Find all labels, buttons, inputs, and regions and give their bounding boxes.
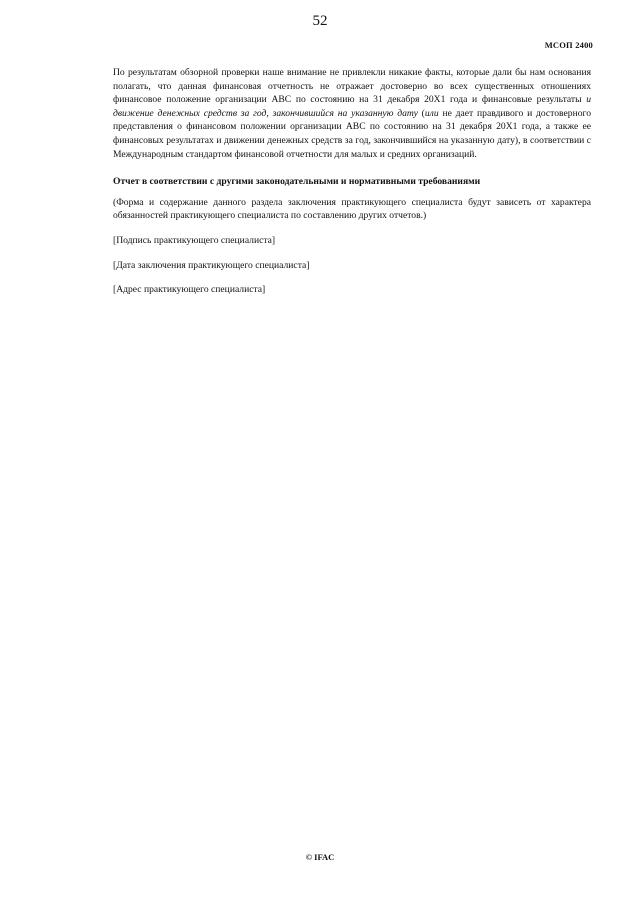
page-number: 52: [312, 13, 328, 29]
document-body: [113, 66, 591, 308]
conclusion-italic-1: и движение денежных средств за год, закончившийся на указанную дату: [113, 94, 591, 119]
conclusion-text-2: (: [417, 107, 425, 119]
conclusion-text-1: По результатам обзорной проверки наше внимание не привлекли никакие факты, которые дали бы нам основания полагать, что данная финансовая отчетность не отражает достоверно во всех существенных отношениях финансовое положение организации ABC по состоянию на 31 декабря 20X1 года и финансовые результаты: [113, 67, 591, 106]
standard-code: МСОП 2400: [544, 40, 593, 50]
section-note: (Форма и содержание данного раздела заключения практикующего специалиста будут зависеть от характера обязанностей практикующего специалиста по составлению других отчетов.): [113, 196, 591, 222]
conclusion-italic-2: или: [424, 107, 439, 119]
footer-copyright: © IFAC: [305, 852, 335, 862]
conclusion-paragraph: [113, 66, 591, 161]
section-heading: Отчет в соответствии с другими законодательными и нормативными требованиями: [113, 176, 481, 188]
address-placeholder: [Адрес практикующего специалиста]: [113, 284, 266, 296]
conclusion-text-3: не дает правдивого и достоверного представления о финансовом положении организации ABC по состоянию на 31 декабря 20X1 года, а также ее финансовых результатах и движении денежных средств за год, закончившийся на указанную дату), в соответствии с Международным стандартом финансовой отчетности для малых и средних организаций.: [113, 107, 591, 160]
date-placeholder: [Дата заключения практикующего специалиста]: [113, 259, 310, 271]
signature-placeholder: [Подпись практикующего специалиста]: [113, 234, 276, 246]
